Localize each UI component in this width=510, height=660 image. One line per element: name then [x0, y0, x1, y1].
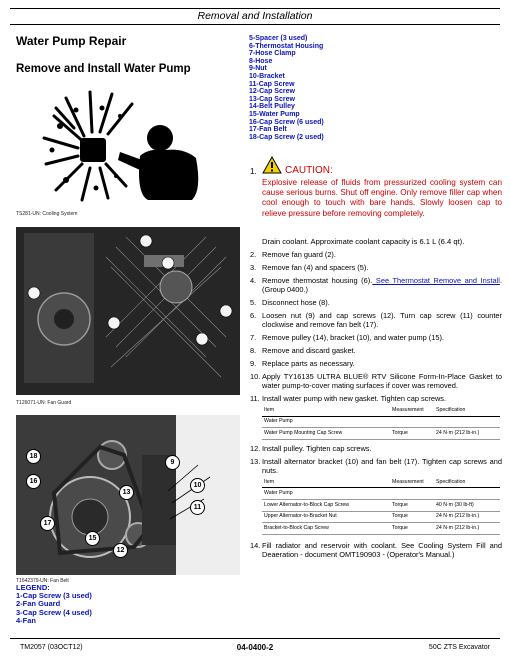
parts-item: 18-Cap Screw (2 used) [249, 133, 324, 141]
table-header: Measurement [390, 405, 434, 416]
step [250, 276, 502, 294]
procedure-steps [250, 250, 502, 563]
spec-table-water-pump [262, 405, 500, 440]
step-text: Fill radiator and reservoir with coolant. See Cooling System Fill and Deaeration - document OMT190903 - (Operator's Manual.) [262, 540, 502, 559]
parts-item: 16-Cap Screw (6 used) [249, 118, 324, 126]
parts-item: 11-Cap Screw [249, 80, 295, 88]
step-number: 4. [250, 276, 257, 285]
step-number: 11. [250, 394, 260, 403]
table-cell: Lower Alternator-to-Block Cap Screw [262, 499, 390, 511]
caution-label: CAUTION: [285, 165, 333, 176]
figure-2-caption: T126071-UN: Fan Guard [16, 400, 72, 406]
step [250, 311, 502, 329]
step-number: 2. [250, 250, 257, 259]
footer-doc-id: TM2057 (03OCT12) [20, 644, 83, 651]
step [250, 298, 502, 307]
step-text: Remove and discard gasket. [262, 346, 356, 355]
table-cell: Torque [390, 511, 434, 523]
step [250, 250, 502, 259]
parts-list [249, 35, 324, 141]
step-number: 10. [250, 372, 261, 381]
figure-1-caption: TS281-UN: Cooling System [16, 211, 78, 217]
parts-item: 13-Cap Screw [249, 95, 295, 103]
step [250, 541, 502, 559]
parts-item: 7-Hose Clamp [249, 50, 296, 58]
table-cell: 40 N·m (30 lb-ft) [434, 499, 500, 511]
parts-item: 12-Cap Screw [249, 88, 295, 96]
step [250, 457, 502, 475]
table-row [262, 499, 500, 511]
callout-12: 12 [113, 543, 128, 558]
table-cell: Bracket-to-Block Cap Screw [262, 523, 390, 535]
fan-guard-photo [16, 227, 240, 395]
callout-11: 11 [190, 500, 205, 515]
parts-item: 14-Belt Pulley [249, 103, 295, 111]
warning-triangle-icon [262, 156, 282, 176]
header-bottom-rule [10, 24, 500, 25]
step [250, 263, 502, 272]
table-cell: Torque [390, 523, 434, 535]
parts-item: 17-Fan Belt [249, 126, 287, 134]
step [250, 359, 502, 368]
callout-18: 18 [26, 449, 41, 464]
step-number: 13. [250, 456, 261, 466]
step-text: Install alternator bracket (10) and fan belt (17). Tighten cap screws and nuts. [262, 456, 502, 475]
step-text: Install water pump with new gasket. Tighten cap screws. [262, 394, 447, 403]
step-text: Install pulley. Tighten cap screws. [262, 443, 372, 453]
table-cell: Upper Alternator-to-Bracket Nut [262, 511, 390, 523]
table-row [262, 511, 500, 523]
drain-note: Drain coolant. Approximate coolant capacity is 6.1 L (6.4 qt). [262, 237, 465, 246]
callout-17: 17 [40, 516, 55, 531]
callout-13: 13 [119, 485, 134, 500]
step-number: 5. [250, 298, 257, 307]
step-number: 8. [250, 346, 257, 355]
caution-block [250, 156, 502, 219]
table-group: Water Pump [262, 416, 500, 428]
table-header: Measurement [390, 477, 434, 488]
spec-table-alternator [262, 477, 500, 535]
parts-item: 6-Thermostat Housing [249, 42, 324, 50]
legend-item: 3-Cap Screw (4 used) [16, 607, 92, 617]
section-title: Water Pump Repair [16, 34, 127, 48]
step-text: Remove fan guard (2). [262, 250, 336, 259]
header-top-rule [10, 8, 500, 9]
parts-item: 5-Spacer (3 used) [249, 35, 308, 42]
table-header: Specification [434, 405, 500, 416]
step [250, 333, 502, 342]
table-row [262, 428, 500, 440]
legend-item: 1-Cap Screw (3 used) [16, 591, 92, 601]
footer-model: 50C ZTS Excavator [428, 644, 490, 651]
caution-text: Explosive release of fluids from pressurized cooling system can cause serious burns. Shut off engine. Only remove filler cap when cool enough to touch with bare hands. Slowly loosen cap to relieve pressure before removing completely. [262, 178, 502, 218]
step-number: 6. [250, 311, 257, 320]
step-number: 1. [250, 167, 257, 176]
step [250, 394, 502, 403]
step-number: 7. [250, 333, 257, 342]
figure-3-caption: T1642379-UN: Fan Belt [16, 578, 69, 584]
step-text-part: Remove thermostat housing (6). [262, 276, 373, 285]
step-number: 3. [250, 263, 257, 272]
callout-9: 9 [165, 455, 180, 470]
step-text: Replace parts as necessary. [262, 359, 355, 368]
table-header: Specification [434, 477, 500, 488]
thermostat-remove-install-link[interactable]: See Thermostat Remove and Install [372, 276, 500, 285]
step-text-part: . (Group 0400.) [262, 276, 502, 294]
table-cell: 24 N·m (212 lb-in.) [434, 428, 500, 440]
table-cell: 24 N·m (212 lb-in.) [434, 511, 500, 523]
callout-10: 10 [190, 478, 205, 493]
footer-rule [10, 638, 500, 639]
step [250, 372, 502, 390]
footer-page-number: 04-0400-2 [236, 643, 274, 652]
legend-item: 2-Fan Guard [16, 599, 61, 609]
subsection-title: Remove and Install Water Pump [16, 63, 191, 75]
step-text: Apply TY16135 ULTRA BLUE® RTV Silicone Form-In-Place Gasket to water pump-to-cover mating surfaces if cover was removed. [262, 372, 502, 390]
parts-item: 10-Bracket [249, 72, 285, 80]
table-cell: Torque [390, 428, 434, 440]
step-text: Disconnect hose (8). [262, 298, 330, 307]
table-header: Item [262, 477, 390, 488]
left-column [16, 34, 242, 75]
step-text: Remove pulley (14), bracket (10), and water pump (15). [262, 333, 444, 342]
parts-item: 15-Water Pump [249, 110, 300, 118]
table-header: Item [262, 405, 390, 416]
step-text: Remove fan (4) and spacers (5). [262, 263, 369, 272]
step [250, 346, 502, 355]
table-row [262, 523, 500, 535]
callout-15: 15 [85, 531, 100, 546]
step-text: Loosen nut (9) and cap screws (12). Turn cap screw (11) counter clockwise and remove fan belt (17). [262, 311, 502, 329]
table-cell: Torque [390, 499, 434, 511]
legend-title: LEGEND: [16, 583, 50, 592]
legend [16, 584, 92, 625]
parts-item: 9-Nut [249, 65, 267, 73]
table-cell: Water Pump Mounting Cap Screw [262, 428, 390, 440]
callout-16: 16 [26, 474, 41, 489]
step-text [262, 276, 502, 294]
step-number: 9. [250, 359, 257, 368]
step-number: 14. [250, 540, 261, 550]
running-head: Removal and Installation [197, 10, 313, 22]
step [250, 444, 502, 453]
table-cell: 24 N·m (212 lb-in.) [434, 523, 500, 535]
warning-pictogram [16, 86, 240, 204]
parts-item: 8-Hose [249, 57, 273, 65]
step-number: 12. [250, 443, 261, 453]
legend-item: 4-Fan [16, 615, 37, 625]
table-group: Water Pump [262, 488, 500, 500]
